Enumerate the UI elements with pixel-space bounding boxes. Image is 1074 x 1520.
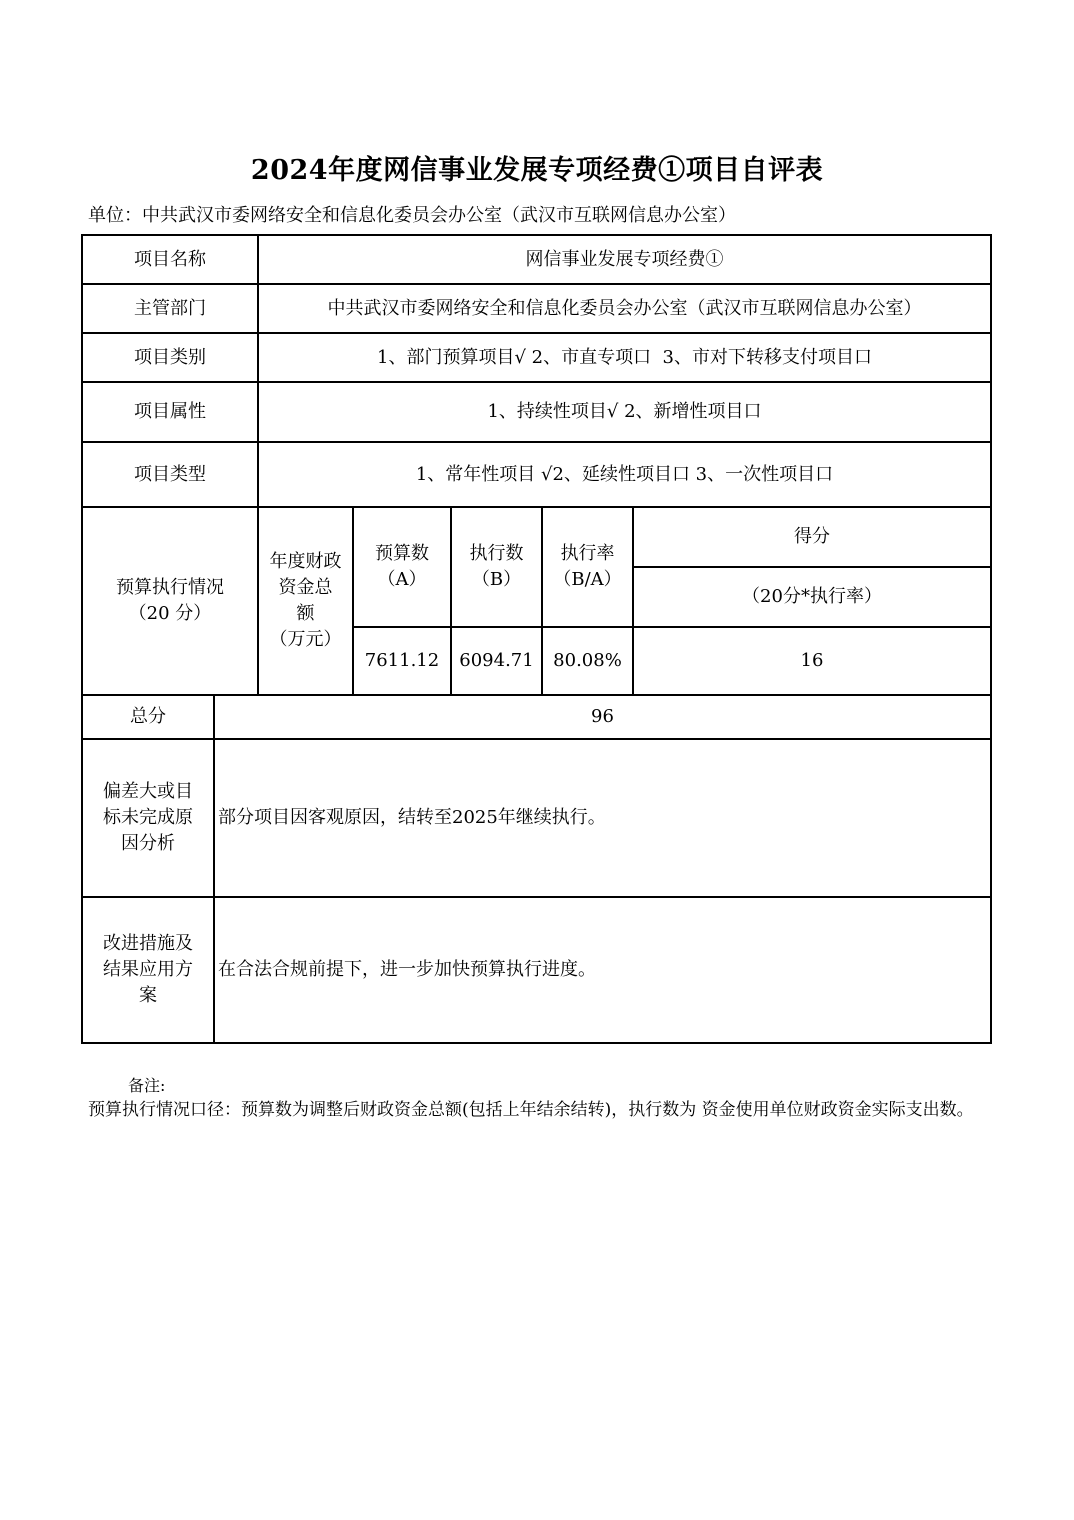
exec-rate-header: 执行率 （B/A） bbox=[553, 543, 622, 590]
vline bbox=[257, 234, 259, 695]
exec-amount-header: 执行数 （B） bbox=[469, 543, 524, 590]
total-score-value: 96 bbox=[591, 706, 614, 727]
hline bbox=[81, 332, 992, 334]
vline bbox=[632, 506, 634, 695]
project-attribute-label: 项目属性 bbox=[134, 401, 206, 422]
hline bbox=[353, 626, 991, 628]
project-type-label: 项目类型 bbox=[134, 463, 206, 485]
hline bbox=[81, 738, 992, 740]
vline bbox=[541, 506, 543, 695]
total-score-label: 总分 bbox=[130, 706, 166, 727]
hline bbox=[81, 506, 992, 508]
notes-body: 预算执行情况口径：预算数为调整后财政资金总额(包括上年结余结转)，执行数为 资金使用单位财政资金实际支出数。 bbox=[88, 1100, 974, 1120]
hline bbox=[81, 896, 992, 898]
page-title: 2024年度网信事业发展专项经费①项目自评表 bbox=[250, 155, 824, 186]
project-type-value: 1、常年性项目 √2、延续性项目口 3、一次性项目口 bbox=[415, 463, 834, 485]
exec-amount-value: 6094.71 bbox=[459, 650, 534, 671]
table-border-right bbox=[990, 234, 992, 1044]
fund-total-header: 年度财政 资金总 额 （万元） bbox=[269, 551, 342, 650]
vline bbox=[213, 694, 215, 1044]
exec-rate-value: 80.08% bbox=[553, 650, 622, 671]
score-header: 得分 bbox=[794, 526, 830, 547]
hline bbox=[633, 566, 991, 568]
improvement-value: 在合法合规前提下，进一步加快预算执行进度。 bbox=[218, 959, 596, 980]
table-border-left bbox=[81, 234, 83, 1044]
hline bbox=[81, 441, 992, 443]
project-name-label: 项目名称 bbox=[134, 248, 206, 270]
project-name-value: 网信事业发展专项经费① bbox=[525, 248, 724, 270]
project-category-label: 项目类别 bbox=[134, 346, 206, 368]
department-label: 主管部门 bbox=[134, 297, 206, 319]
hline bbox=[81, 381, 992, 383]
budget-amount-header: 预算数 （A） bbox=[375, 543, 429, 590]
notes-heading: 备注: bbox=[128, 1076, 166, 1095]
score-value: 16 bbox=[800, 650, 824, 671]
deviation-label: 偏差大或目 标未完成原 因分析 bbox=[103, 781, 193, 854]
vline bbox=[352, 506, 354, 695]
unit-line: 单位：中共武汉市委网络安全和信息化委员会办公室（武汉市互联网信息办公室） bbox=[88, 205, 736, 226]
table-border-bottom bbox=[81, 1042, 992, 1044]
department-value: 中共武汉市委网络安全和信息化委员会办公室（武汉市互联网信息办公室） bbox=[327, 297, 922, 319]
hline bbox=[81, 694, 992, 696]
deviation-value: 部分项目因客观原因，结转至2025年继续执行。 bbox=[218, 807, 606, 828]
vline bbox=[450, 506, 452, 695]
improvement-label: 改进措施及 结果应用方 案 bbox=[103, 933, 193, 1006]
project-attribute-value: 1、持续性项目√ 2、新增性项目口 bbox=[487, 401, 762, 422]
budget-amount-value: 7611.12 bbox=[364, 650, 440, 671]
project-category-value: 1、部门预算项目√ 2、市直专项口 3、市对下转移支付项目口 bbox=[377, 346, 872, 368]
table-border-top bbox=[81, 234, 992, 236]
score-formula: （20分*执行率） bbox=[742, 586, 882, 607]
hline bbox=[81, 283, 992, 285]
budget-execution-label: 预算执行情况 （20 分） bbox=[116, 577, 224, 624]
